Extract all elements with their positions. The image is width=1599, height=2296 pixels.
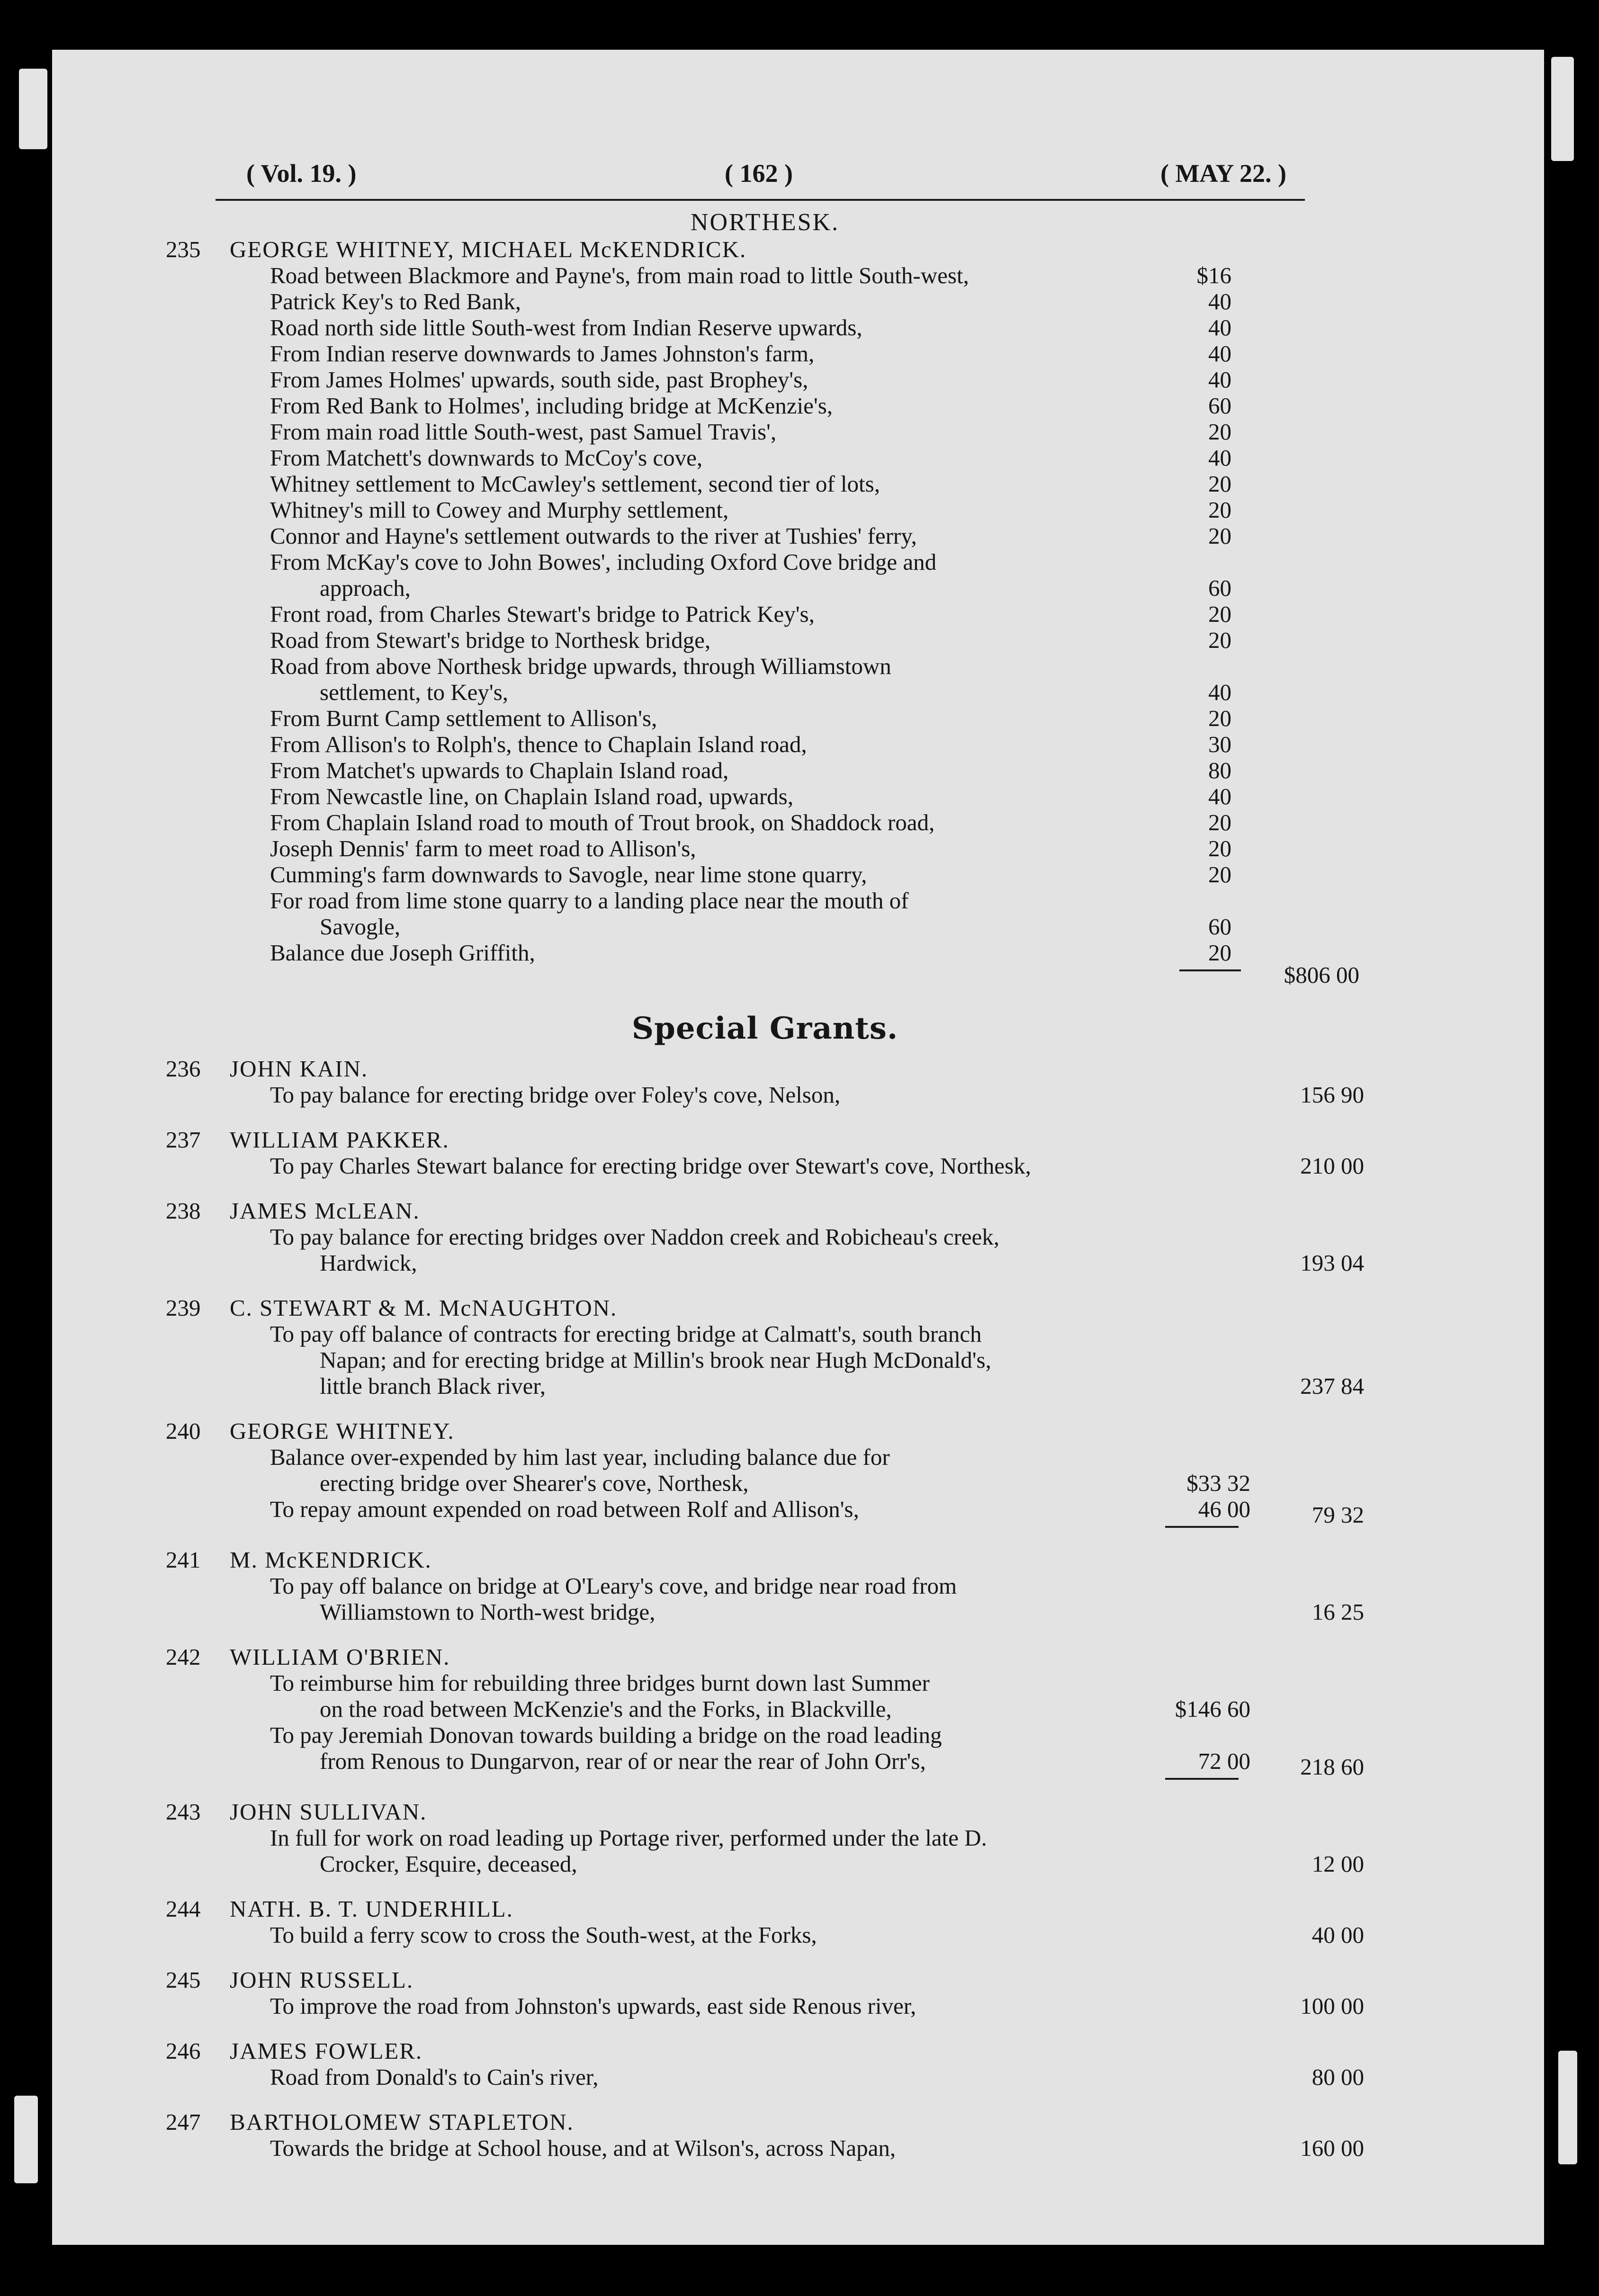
grant-text-continued: little branch Black river, <box>320 1373 546 1399</box>
grant-item-amount: $146 60 <box>1175 1696 1250 1722</box>
grant-number: 237 <box>166 1127 201 1153</box>
road-item <box>270 653 1364 705</box>
grant-line <box>270 1347 1364 1373</box>
road-item <box>270 393 1364 419</box>
road-item <box>270 757 1364 783</box>
road-item <box>270 601 1364 627</box>
grant-total: 210 00 <box>1300 1153 1364 1179</box>
item-text: From Red Bank to Holmes', including bridge at McKenzie's, <box>270 393 833 419</box>
item-text: From McKay's cove to John Bowes', including Oxford Cove bridge and <box>270 549 937 575</box>
grant-text: To improve the road from Johnston's upwards, east side Renous river, <box>270 1993 916 2019</box>
grant-line <box>270 1851 1364 1877</box>
grant-item <box>270 1670 1364 1722</box>
page-edge-tab <box>14 2096 38 2183</box>
grant-total: 80 00 <box>1312 2064 1364 2090</box>
item-amount: 60 <box>1208 575 1231 601</box>
item-text: Road from above Northesk bridge upwards, through Williamstown <box>270 653 891 679</box>
item-amount: 80 <box>1208 757 1231 783</box>
item-amount: 20 <box>1208 627 1231 653</box>
grant-number: 241 <box>166 1547 201 1573</box>
grant-line <box>270 1321 1364 1347</box>
grant-number: 242 <box>166 1644 201 1670</box>
item-text: From main road little South-west, past Samuel Travis', <box>270 419 777 445</box>
grant-total: 218 60 <box>1300 1754 1364 1780</box>
grant-name: JOHN RUSSELL. <box>230 1967 414 1993</box>
grant-line <box>270 1082 1364 1108</box>
grant-line <box>270 1922 1364 1948</box>
item-amount: 20 <box>1208 471 1231 497</box>
grant-total: 193 04 <box>1300 1250 1364 1276</box>
item-amount: $16 <box>1196 262 1231 288</box>
grant-line <box>270 2064 1364 2090</box>
item-amount: 20 <box>1208 419 1231 445</box>
entry-number: 235 <box>166 236 201 262</box>
grant-item-text: To pay Jeremiah Donovan towards building a bridge on the road leading <box>270 1722 942 1748</box>
road-item <box>270 314 1364 341</box>
grant-item-text: To repay amount expended on road between Rolf and Allison's, <box>270 1496 859 1522</box>
grant-number: 247 <box>166 2109 201 2135</box>
grant-text: To pay off balance on bridge at O'Leary's cove, and bridge near road from <box>270 1573 957 1599</box>
road-item <box>270 523 1364 549</box>
grant-entry <box>166 1644 1364 1780</box>
grant-total: 237 84 <box>1300 1373 1364 1399</box>
grant-text-continued: Crocker, Esquire, deceased, <box>320 1851 577 1877</box>
item-amount: 40 <box>1208 783 1231 809</box>
grant-name: JOHN SULLIVAN. <box>230 1799 427 1825</box>
road-item <box>270 627 1364 653</box>
grant-total: 12 00 <box>1312 1851 1364 1877</box>
grant-entry <box>166 1295 1364 1399</box>
grant-number: 246 <box>166 2038 201 2064</box>
grant-text: Towards the bridge at School house, and at Wilson's, across Napan, <box>270 2135 896 2161</box>
page-edge-tab <box>19 69 47 149</box>
grant-total: 160 00 <box>1300 2135 1364 2161</box>
subtotal-rule <box>1165 1778 1239 1780</box>
date-label: ( MAY 22. ) <box>1160 159 1286 188</box>
road-item <box>270 497 1364 523</box>
subtotal-rule <box>1165 1526 1239 1528</box>
item-text: For road from lime stone quarry to a landing place near the mouth of <box>270 888 909 914</box>
grant-line <box>270 1599 1364 1625</box>
grant-text-continued: Williamstown to North-west bridge, <box>320 1599 656 1625</box>
road-item <box>270 783 1364 809</box>
item-amount: 20 <box>1208 809 1231 835</box>
item-text: Cumming's farm downwards to Savogle, near lime stone quarry, <box>270 861 867 888</box>
grant-entry <box>166 1967 1364 2019</box>
item-text: Joseph Dennis' farm to meet road to Allison's, <box>270 835 696 861</box>
grant-entry <box>166 1198 1364 1276</box>
item-amount: 60 <box>1208 393 1231 419</box>
grant-text-continued: Napan; and for erecting bridge at Millin's brook near Hugh McDonald's, <box>320 1347 991 1373</box>
volume-label: ( Vol. 19. ) <box>246 159 357 188</box>
grant-line <box>270 1250 1364 1276</box>
page-content <box>166 154 1364 2180</box>
road-item <box>270 835 1364 861</box>
road-item <box>270 288 1364 314</box>
item-text: Road between Blackmore and Payne's, from main road to little South-west, <box>270 262 969 288</box>
item-text: From Matchet's upwards to Chaplain Island road, <box>270 757 729 783</box>
grant-number: 236 <box>166 1056 201 1082</box>
grant-number: 239 <box>166 1295 201 1321</box>
item-text: From Chaplain Island road to mouth of Trout brook, on Shaddock road, <box>270 809 935 835</box>
grant-line <box>270 1153 1364 1179</box>
grant-line <box>270 1573 1364 1599</box>
total-rule <box>1179 969 1241 971</box>
item-amount: 40 <box>1208 288 1231 314</box>
page-header <box>166 154 1364 199</box>
item-amount: 20 <box>1208 601 1231 627</box>
road-item <box>270 705 1364 731</box>
item-amount: 20 <box>1208 705 1231 731</box>
grant-text: To pay Charles Stewart balance for erecting bridge over Stewart's cove, Northesk, <box>270 1153 1031 1179</box>
northesk-total: $806 00 <box>1284 962 1359 988</box>
road-item <box>270 341 1364 367</box>
grant-number: 238 <box>166 1198 201 1224</box>
grant-name: C. STEWART & M. McNAUGHTON. <box>230 1295 618 1321</box>
item-amount: 40 <box>1208 445 1231 471</box>
item-text: From Allison's to Rolph's, thence to Chaplain Island road, <box>270 731 807 757</box>
item-amount: 20 <box>1208 940 1231 966</box>
grant-name: WILLIAM O'BRIEN. <box>230 1644 450 1670</box>
grant-text: Road from Donald's to Cain's river, <box>270 2064 599 2090</box>
special-grants-title: Special Grants. <box>631 1011 898 1046</box>
grant-entry <box>166 2109 1364 2161</box>
northesk-entry <box>166 236 1364 988</box>
grant-text: To pay off balance of contracts for erecting bridge at Calmatt's, south branch <box>270 1321 982 1347</box>
grant-line <box>270 1993 1364 2019</box>
item-amount: 20 <box>1208 835 1231 861</box>
grant-name: WILLIAM PAKKER. <box>230 1127 449 1153</box>
road-item <box>270 445 1364 471</box>
item-amount: 40 <box>1208 367 1231 393</box>
grant-total: 40 00 <box>1312 1922 1364 1948</box>
grant-text: To pay balance for erecting bridge over Foley's cove, Nelson, <box>270 1082 841 1108</box>
grant-item-text-continued: erecting bridge over Shearer's cove, Northesk, <box>320 1470 749 1496</box>
grant-entry <box>166 1547 1364 1625</box>
grant-line <box>270 1825 1364 1851</box>
grant-entry <box>166 1799 1364 1877</box>
item-text: Front road, from Charles Stewart's bridge to Patrick Key's, <box>270 601 815 627</box>
grant-total: 79 32 <box>1312 1502 1364 1528</box>
grant-item-text: Balance over-expended by him last year, including balance due for <box>270 1444 890 1470</box>
item-text: From Newcastle line, on Chaplain Island road, upwards, <box>270 783 793 809</box>
item-text: From James Holmes' upwards, south side, past Brophey's, <box>270 367 808 393</box>
grant-entry <box>166 2038 1364 2090</box>
grant-total: 16 25 <box>1312 1599 1364 1625</box>
grant-total: 156 90 <box>1300 1082 1364 1108</box>
grant-entry <box>166 1127 1364 1179</box>
grant-name: JAMES McLEAN. <box>230 1198 420 1224</box>
road-item <box>270 861 1364 888</box>
grant-entry <box>166 1056 1364 1108</box>
grant-number: 245 <box>166 1967 201 1993</box>
grant-name: NATH. B. T. UNDERHILL. <box>230 1896 513 1922</box>
road-item <box>270 262 1364 288</box>
page-edge-tab <box>1558 2051 1577 2164</box>
item-amount: 20 <box>1208 497 1231 523</box>
page-number: ( 162 ) <box>725 159 793 188</box>
item-amount: 60 <box>1208 914 1231 940</box>
grant-item-amount: 72 00 <box>1198 1748 1250 1774</box>
item-text: Road from Stewart's bridge to Northesk bridge, <box>270 627 711 653</box>
item-text: Balance due Joseph Griffith, <box>270 940 535 966</box>
grant-line <box>270 2135 1364 2161</box>
item-text-continued: Savogle, <box>320 914 401 940</box>
grant-name: GEORGE WHITNEY. <box>230 1418 455 1444</box>
road-item <box>270 471 1364 497</box>
grant-total: 100 00 <box>1300 1993 1364 2019</box>
grant-text: To pay balance for erecting bridges over Naddon creek and Robicheau's creek, <box>270 1224 1000 1250</box>
grant-text-continued: Hardwick, <box>320 1250 417 1276</box>
grant-line <box>270 1224 1364 1250</box>
grant-number: 243 <box>166 1799 201 1825</box>
grant-number: 240 <box>166 1418 201 1444</box>
item-amount: 20 <box>1208 523 1231 549</box>
item-text: From Burnt Camp settlement to Allison's, <box>270 705 657 731</box>
grant-line <box>270 1373 1364 1399</box>
road-item <box>270 809 1364 835</box>
grant-number: 244 <box>166 1896 201 1922</box>
section-title: NORTHESK. <box>690 209 840 236</box>
entry-names: GEORGE WHITNEY, MICHAEL McKENDRICK. <box>230 236 747 262</box>
item-amount: 30 <box>1208 731 1231 757</box>
road-item <box>270 940 1364 966</box>
item-text: Whitney's mill to Cowey and Murphy settlement, <box>270 497 729 523</box>
road-item <box>270 731 1364 757</box>
road-item <box>270 888 1364 940</box>
road-item <box>270 419 1364 445</box>
grant-name: JOHN KAIN. <box>230 1056 368 1082</box>
grant-item-text: To reimburse him for rebuilding three bridges burnt down last Summer <box>270 1670 930 1696</box>
item-amount: 40 <box>1208 679 1231 705</box>
item-text-continued: settlement, to Key's, <box>320 679 509 705</box>
header-rule <box>216 199 1305 201</box>
grant-text: In full for work on road leading up Portage river, performed under the late D. <box>270 1825 987 1851</box>
grant-name: JAMES FOWLER. <box>230 2038 423 2064</box>
item-text: Connor and Hayne's settlement outwards to the river at Tushies' ferry, <box>270 523 917 549</box>
page-edge-tab <box>1551 57 1574 161</box>
item-amount: 40 <box>1208 341 1231 367</box>
grant-item <box>270 1496 1364 1522</box>
item-text: From Matchett's downwards to McCoy's cove, <box>270 445 703 471</box>
item-amount: 20 <box>1208 861 1231 888</box>
item-text: Patrick Key's to Red Bank, <box>270 288 521 314</box>
grant-item-text-continued: from Renous to Dungarvon, rear of or near the rear of John Orr's, <box>320 1748 926 1774</box>
grant-item-text-continued: on the road between McKenzie's and the Forks, in Blackville, <box>320 1696 892 1722</box>
grant-entry <box>166 1896 1364 1948</box>
item-text: Whitney settlement to McCawley's settlement, second tier of lots, <box>270 471 880 497</box>
grant-name: M. McKENDRICK. <box>230 1547 432 1573</box>
item-text: Road north side little South-west from Indian Reserve upwards, <box>270 314 862 341</box>
grant-text: To build a ferry scow to cross the South-west, at the Forks, <box>270 1922 817 1948</box>
item-text-continued: approach, <box>320 575 411 601</box>
document-page <box>52 50 1544 2245</box>
road-item <box>270 367 1364 393</box>
grant-name: BARTHOLOMEW STAPLETON. <box>230 2109 574 2135</box>
item-text: From Indian reserve downwards to James Johnston's farm, <box>270 341 815 367</box>
grant-item-amount: 46 00 <box>1198 1496 1250 1522</box>
grant-item-amount: $33 32 <box>1186 1470 1250 1496</box>
road-item <box>270 549 1364 601</box>
item-amount: 40 <box>1208 314 1231 341</box>
grant-item <box>270 1444 1364 1496</box>
grant-item <box>270 1722 1364 1774</box>
grant-entry <box>166 1418 1364 1528</box>
